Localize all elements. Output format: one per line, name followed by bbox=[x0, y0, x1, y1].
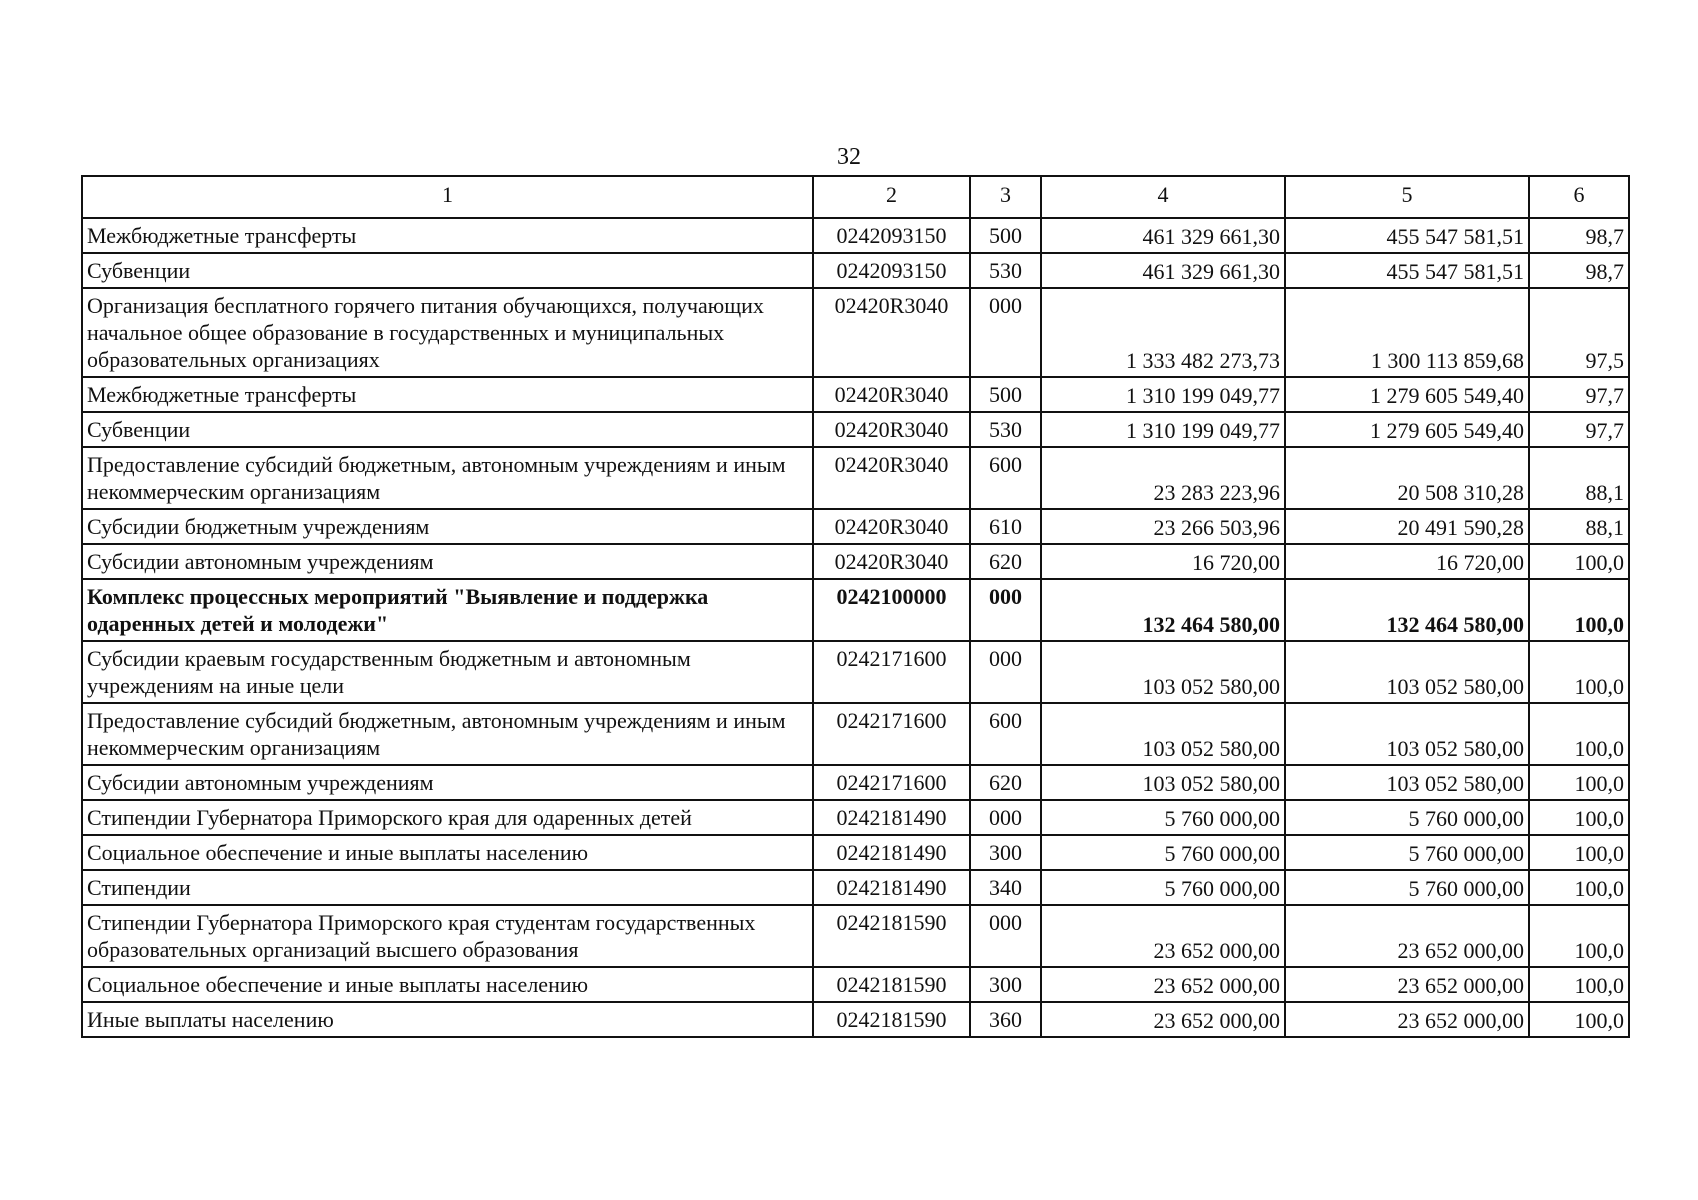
row-expense-type-cell: 000 bbox=[970, 641, 1041, 703]
row-planned-amount-cell: 23 652 000,00 bbox=[1041, 905, 1285, 967]
table-row bbox=[82, 288, 1629, 377]
row-expense-type-cell: 600 bbox=[970, 703, 1041, 765]
row-expense-type-cell: 610 bbox=[970, 509, 1041, 544]
row-planned-amount-cell: 1 310 199 049,77 bbox=[1041, 412, 1285, 447]
row-planned-amount-cell: 103 052 580,00 bbox=[1041, 641, 1285, 703]
table-row bbox=[82, 870, 1629, 905]
row-expense-type-cell: 000 bbox=[970, 579, 1041, 641]
row-code-cell: 02420R3040 bbox=[813, 544, 970, 579]
table-row bbox=[82, 967, 1629, 1002]
row-percent-cell: 88,1 bbox=[1529, 447, 1629, 509]
row-code-cell: 0242171600 bbox=[813, 765, 970, 800]
row-executed-amount-cell: 20 508 310,28 bbox=[1285, 447, 1529, 509]
row-percent-cell: 100,0 bbox=[1529, 967, 1629, 1002]
row-executed-amount-cell: 1 279 605 549,40 bbox=[1285, 377, 1529, 412]
row-planned-amount-cell: 5 760 000,00 bbox=[1041, 870, 1285, 905]
row-executed-amount-cell: 455 547 581,51 bbox=[1285, 218, 1529, 253]
row-percent-cell: 100,0 bbox=[1529, 641, 1629, 703]
row-percent-cell: 88,1 bbox=[1529, 509, 1629, 544]
row-executed-amount-cell: 23 652 000,00 bbox=[1285, 1002, 1529, 1037]
row-planned-amount-cell: 23 266 503,96 bbox=[1041, 509, 1285, 544]
row-name-cell: Стипендии Губернатора Приморского края для одаренных детей bbox=[82, 800, 813, 835]
row-name-cell: Социальное обеспечение и иные выплаты населению bbox=[82, 967, 813, 1002]
row-code-cell: 02420R3040 bbox=[813, 509, 970, 544]
row-name-cell: Организация бесплатного горячего питания обучающихся, получающих начальное общее образование в государственных и муниципальных образовательных организациях bbox=[82, 288, 813, 377]
row-executed-amount-cell: 1 300 113 859,68 bbox=[1285, 288, 1529, 377]
row-percent-cell: 100,0 bbox=[1529, 579, 1629, 641]
table-row bbox=[82, 544, 1629, 579]
row-executed-amount-cell: 5 760 000,00 bbox=[1285, 800, 1529, 835]
column-header-3: 3 bbox=[970, 176, 1041, 218]
row-code-cell: 0242181590 bbox=[813, 905, 970, 967]
row-planned-amount-cell: 5 760 000,00 bbox=[1041, 800, 1285, 835]
row-executed-amount-cell: 103 052 580,00 bbox=[1285, 641, 1529, 703]
table-row bbox=[82, 412, 1629, 447]
row-executed-amount-cell: 23 652 000,00 bbox=[1285, 905, 1529, 967]
row-name-cell: Субсидии краевым государственным бюджетным и автономным учреждениям на иные цели bbox=[82, 641, 813, 703]
row-percent-cell: 100,0 bbox=[1529, 703, 1629, 765]
row-percent-cell: 100,0 bbox=[1529, 1002, 1629, 1037]
table-row bbox=[82, 703, 1629, 765]
row-code-cell: 0242093150 bbox=[813, 253, 970, 288]
row-executed-amount-cell: 23 652 000,00 bbox=[1285, 967, 1529, 1002]
row-name-cell: Стипендии bbox=[82, 870, 813, 905]
row-expense-type-cell: 500 bbox=[970, 218, 1041, 253]
budget-table-container bbox=[81, 175, 1628, 1038]
row-expense-type-cell: 600 bbox=[970, 447, 1041, 509]
row-percent-cell: 100,0 bbox=[1529, 800, 1629, 835]
row-name-cell: Субвенции bbox=[82, 253, 813, 288]
row-planned-amount-cell: 5 760 000,00 bbox=[1041, 835, 1285, 870]
row-name-cell: Социальное обеспечение и иные выплаты населению bbox=[82, 835, 813, 870]
row-name-cell: Субвенции bbox=[82, 412, 813, 447]
row-planned-amount-cell: 132 464 580,00 bbox=[1041, 579, 1285, 641]
row-percent-cell: 98,7 bbox=[1529, 253, 1629, 288]
row-name-cell: Межбюджетные трансферты bbox=[82, 218, 813, 253]
column-header-2: 2 bbox=[813, 176, 970, 218]
row-percent-cell: 100,0 bbox=[1529, 544, 1629, 579]
row-planned-amount-cell: 1 333 482 273,73 bbox=[1041, 288, 1285, 377]
row-code-cell: 0242093150 bbox=[813, 218, 970, 253]
row-code-cell: 0242171600 bbox=[813, 641, 970, 703]
row-executed-amount-cell: 5 760 000,00 bbox=[1285, 870, 1529, 905]
row-percent-cell: 100,0 bbox=[1529, 835, 1629, 870]
row-code-cell: 0242181490 bbox=[813, 835, 970, 870]
row-executed-amount-cell: 103 052 580,00 bbox=[1285, 703, 1529, 765]
table-row bbox=[82, 800, 1629, 835]
table-body bbox=[82, 218, 1629, 1037]
table-row bbox=[82, 218, 1629, 253]
table-row bbox=[82, 377, 1629, 412]
row-expense-type-cell: 620 bbox=[970, 765, 1041, 800]
row-executed-amount-cell: 103 052 580,00 bbox=[1285, 765, 1529, 800]
row-planned-amount-cell: 461 329 661,30 bbox=[1041, 253, 1285, 288]
row-planned-amount-cell: 23 283 223,96 bbox=[1041, 447, 1285, 509]
row-code-cell: 0242181490 bbox=[813, 800, 970, 835]
row-expense-type-cell: 500 bbox=[970, 377, 1041, 412]
table-row bbox=[82, 1002, 1629, 1037]
row-name-cell: Субсидии автономным учреждениям bbox=[82, 544, 813, 579]
row-executed-amount-cell: 1 279 605 549,40 bbox=[1285, 412, 1529, 447]
row-code-cell: 0242181590 bbox=[813, 967, 970, 1002]
row-code-cell: 0242100000 bbox=[813, 579, 970, 641]
row-expense-type-cell: 300 bbox=[970, 835, 1041, 870]
row-executed-amount-cell: 132 464 580,00 bbox=[1285, 579, 1529, 641]
row-code-cell: 02420R3040 bbox=[813, 412, 970, 447]
row-executed-amount-cell: 20 491 590,28 bbox=[1285, 509, 1529, 544]
row-planned-amount-cell: 103 052 580,00 bbox=[1041, 765, 1285, 800]
row-code-cell: 02420R3040 bbox=[813, 377, 970, 412]
row-percent-cell: 97,7 bbox=[1529, 377, 1629, 412]
row-expense-type-cell: 300 bbox=[970, 967, 1041, 1002]
row-percent-cell: 97,7 bbox=[1529, 412, 1629, 447]
row-expense-type-cell: 340 bbox=[970, 870, 1041, 905]
table-row bbox=[82, 905, 1629, 967]
row-executed-amount-cell: 16 720,00 bbox=[1285, 544, 1529, 579]
table-row bbox=[82, 509, 1629, 544]
table-row bbox=[82, 579, 1629, 641]
row-executed-amount-cell: 5 760 000,00 bbox=[1285, 835, 1529, 870]
table-row bbox=[82, 835, 1629, 870]
table-row bbox=[82, 641, 1629, 703]
row-name-cell: Субсидии бюджетным учреждениям bbox=[82, 509, 813, 544]
row-name-cell: Комплекс процессных мероприятий "Выявление и поддержка одаренных детей и молодежи" bbox=[82, 579, 813, 641]
row-expense-type-cell: 620 bbox=[970, 544, 1041, 579]
table-row bbox=[82, 447, 1629, 509]
row-name-cell: Иные выплаты населению bbox=[82, 1002, 813, 1037]
row-expense-type-cell: 000 bbox=[970, 288, 1041, 377]
row-name-cell: Стипендии Губернатора Приморского края студентам государственных образовательных организаций высшего образования bbox=[82, 905, 813, 967]
row-planned-amount-cell: 16 720,00 bbox=[1041, 544, 1285, 579]
row-name-cell: Предоставление субсидий бюджетным, автономным учреждениям и иным некоммерческим организациям bbox=[82, 703, 813, 765]
row-name-cell: Межбюджетные трансферты bbox=[82, 377, 813, 412]
row-name-cell: Предоставление субсидий бюджетным, автономным учреждениям и иным некоммерческим организациям bbox=[82, 447, 813, 509]
column-header-6: 6 bbox=[1529, 176, 1629, 218]
table-row bbox=[82, 253, 1629, 288]
row-planned-amount-cell: 23 652 000,00 bbox=[1041, 967, 1285, 1002]
row-planned-amount-cell: 1 310 199 049,77 bbox=[1041, 377, 1285, 412]
column-header-5: 5 bbox=[1285, 176, 1529, 218]
column-header-1: 1 bbox=[82, 176, 813, 218]
row-planned-amount-cell: 461 329 661,30 bbox=[1041, 218, 1285, 253]
row-planned-amount-cell: 23 652 000,00 bbox=[1041, 1002, 1285, 1037]
row-code-cell: 0242171600 bbox=[813, 703, 970, 765]
row-executed-amount-cell: 455 547 581,51 bbox=[1285, 253, 1529, 288]
row-planned-amount-cell: 103 052 580,00 bbox=[1041, 703, 1285, 765]
row-percent-cell: 100,0 bbox=[1529, 905, 1629, 967]
budget-table bbox=[81, 175, 1630, 1038]
row-percent-cell: 98,7 bbox=[1529, 218, 1629, 253]
table-header-row bbox=[82, 176, 1629, 218]
row-code-cell: 0242181590 bbox=[813, 1002, 970, 1037]
row-name-cell: Субсидии автономным учреждениям bbox=[82, 765, 813, 800]
row-expense-type-cell: 000 bbox=[970, 800, 1041, 835]
row-percent-cell: 97,5 bbox=[1529, 288, 1629, 377]
row-code-cell: 02420R3040 bbox=[813, 288, 970, 377]
row-expense-type-cell: 000 bbox=[970, 905, 1041, 967]
table-row bbox=[82, 765, 1629, 800]
row-expense-type-cell: 530 bbox=[970, 253, 1041, 288]
row-percent-cell: 100,0 bbox=[1529, 870, 1629, 905]
row-expense-type-cell: 360 bbox=[970, 1002, 1041, 1037]
row-code-cell: 02420R3040 bbox=[813, 447, 970, 509]
row-percent-cell: 100,0 bbox=[1529, 765, 1629, 800]
column-header-4: 4 bbox=[1041, 176, 1285, 218]
row-expense-type-cell: 530 bbox=[970, 412, 1041, 447]
page-number: 32 bbox=[837, 144, 861, 170]
row-code-cell: 0242181490 bbox=[813, 870, 970, 905]
